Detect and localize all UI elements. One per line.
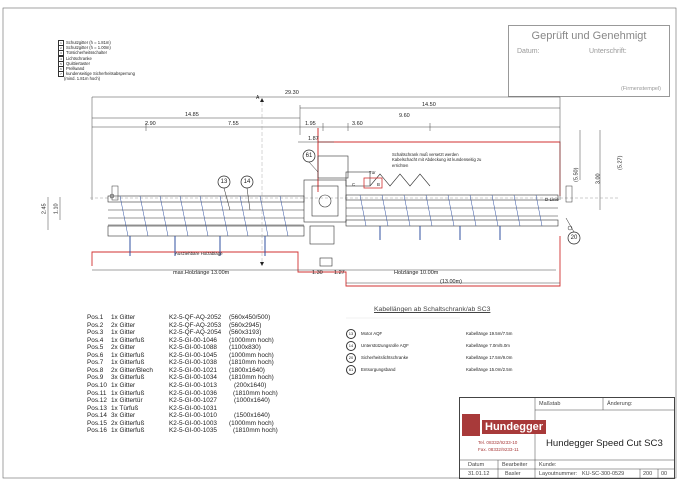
parts-pos: Pos.14 — [87, 412, 107, 420]
parts-code: K2-5-GI-00-1088 — [169, 344, 217, 352]
bearbeiter-value: Basler — [505, 471, 521, 477]
parts-dim: (560x3193) — [229, 329, 262, 337]
parts-dim: (1810mm hoch) — [229, 374, 274, 382]
legend-text: Schutzgitter (h = 1.00m) — [66, 45, 111, 51]
parts-code: K2-5-GI-00-1038 — [169, 359, 217, 367]
legend-text: Schutzgitter (h = 1.81m) — [66, 40, 111, 46]
section-marker-a: A — [256, 95, 260, 101]
cable-label: Unterstützungsrolle AQF — [361, 343, 409, 348]
parts-qty: 2x Gitter — [111, 344, 136, 352]
legend-text: Prellwand — [66, 66, 85, 72]
dim-h527: (5.27) — [617, 155, 624, 170]
approval-stamp-label: (Firmenstempel) — [620, 86, 661, 92]
parts-pos: Pos.6 — [87, 351, 104, 359]
parts-qty: 1x Gitter — [111, 381, 136, 389]
company-tel: Tel. 08332/9233-10 — [478, 440, 518, 445]
parts-code: K2-5-GI-00-1036 — [169, 389, 217, 397]
legend-symbol: 6 — [58, 66, 64, 72]
parts-qty: 1x Gitterfuß — [111, 389, 145, 397]
cable-len: Kabellänge 7.0m/5.0m — [466, 343, 510, 348]
parts-code: K2-5-GI-00-1027 — [169, 397, 217, 405]
legend-text: Quittiertaster — [66, 60, 90, 66]
parts-pos: Pos.4 — [87, 336, 104, 344]
parts-qty: 2x Gitter — [111, 321, 136, 329]
cable-len: Kabellänge 17.5m/9.0m — [466, 355, 513, 360]
parts-pos: Pos.12 — [87, 397, 107, 405]
kunde-header: Kunde: — [539, 462, 557, 468]
legend-symbol: 7 — [58, 71, 64, 77]
callout-13: 13 — [220, 179, 228, 185]
saw-unit — [304, 156, 348, 266]
dim-mid: 7.55 — [228, 121, 239, 127]
cable-num: 61 — [346, 365, 356, 375]
dim-360: 3.60 — [352, 121, 363, 127]
parts-qty: 3x Gitter — [111, 412, 136, 420]
parts-dim: (1500x1640) — [234, 412, 270, 420]
note-tuer: Tür — [369, 170, 376, 175]
dim-total: 29.30 — [285, 90, 299, 96]
parts-pos: Pos.3 — [87, 329, 104, 337]
cable-num: 20 — [346, 353, 356, 363]
parts-code: K2-5-GI-00-1010 — [169, 412, 217, 420]
note-c: C — [352, 182, 356, 187]
dim-max-len: max.Holzlänge 13.00m — [173, 270, 230, 276]
legend-text: Lichtschranke — [66, 55, 92, 61]
bearbeiter-header: Bearbeiter — [502, 462, 528, 468]
parts-qty: 1x Gitterfuß — [111, 359, 145, 367]
layout-number: KU-SC-300-0529 — [582, 471, 625, 477]
note-b: B — [377, 182, 380, 187]
parts-qty: 1x Gitterfuß — [111, 427, 145, 435]
parts-pos: Pos.9 — [87, 374, 104, 382]
approval-sign-label: Unterschrift: — [589, 48, 627, 55]
layout-label: Layoutnummer: — [539, 471, 578, 477]
cable-label: Sicherheitslichtschranke — [361, 355, 409, 360]
parts-code: K2-5-GI-00-1045 — [169, 351, 217, 359]
parts-dim: (560x450/500) — [229, 314, 271, 321]
parts-dim: (1810mm hoch) — [233, 427, 278, 435]
parts-pos: Pos.11 — [87, 389, 107, 397]
company-fax: Fax. 08332/9233-11 — [478, 447, 519, 452]
parts-dim: (1810mm hoch) — [229, 359, 274, 367]
legend-symbol: 5 — [58, 61, 64, 67]
cable-label: Motor AQF — [361, 331, 383, 336]
legend-symbol: 4 — [58, 56, 64, 62]
dim-290: 2.90 — [145, 121, 156, 127]
conveyor-infeed — [108, 196, 304, 236]
parts-code: K2-5-GI-00-1046 — [169, 336, 217, 344]
aenderung-label: Änderung: — [607, 401, 633, 407]
legend-symbol: 1 — [58, 40, 64, 46]
parts-code: K2-5-GI-00-1034 — [169, 374, 217, 382]
outfeed-rollers — [360, 195, 542, 226]
dimension-lines — [48, 97, 620, 283]
company-name: Hundegger — [482, 420, 546, 434]
parts-code: K2-5-GI-00-1021 — [169, 366, 217, 374]
parts-dim: (1000mm hoch) — [229, 351, 274, 359]
dim-max-len2: Holzlänge 10.00m — [394, 270, 439, 276]
dim-960: 9.60 — [399, 113, 410, 119]
logo-mark — [462, 414, 480, 436]
legend-symbol: 3 — [58, 50, 64, 56]
cable-num: 13 — [346, 329, 356, 339]
parts-dim: (1100x830) — [229, 344, 261, 352]
dim-187: 1.87 — [308, 136, 319, 142]
cable-len: Kabellänge 15.0m/2.5m — [466, 367, 513, 372]
parts-dim: (1800x1640) — [229, 366, 265, 374]
parts-pos: Pos.7 — [87, 359, 104, 367]
parts-dim: (1000mm hoch) — [229, 419, 274, 427]
parts-code: K2-5-QF-AQ-2053 — [169, 321, 222, 329]
parts-code: K2-5-GI-00-1003 — [169, 419, 217, 427]
parts-pos: Pos.8 — [87, 366, 104, 374]
parts-dim: (1810mm hoch) — [233, 389, 278, 397]
dim-127: 1.27 — [334, 270, 345, 276]
note-d-linie: D-Linie — [545, 197, 559, 202]
parts-pos: Pos.10 — [87, 381, 107, 389]
parts-qty: 1x Gitterfuß — [111, 351, 145, 359]
parts-qty: 2x Gitterfuß — [111, 419, 145, 427]
parts-dim: (1000x1640) — [234, 397, 270, 405]
legend-text: kundenseitige Sicherheitsabsperrung — [66, 71, 135, 77]
parts-dim: (200x1640) — [234, 381, 267, 389]
parts-pos: Pos.2 — [87, 321, 104, 329]
dim-130: 1.30 — [312, 270, 323, 276]
cable-len: Kabellänge 19.5m/7.5m — [466, 331, 513, 336]
dim-h110: 1.10 — [53, 203, 60, 215]
parts-code: K2-5-GI-00-1013 — [169, 381, 217, 389]
conveyor-outfeed — [346, 195, 558, 226]
dim-195: 1.95 — [305, 121, 316, 127]
note-cabinet: Schaltschrank muß versetzt werden Kabelschacht mit Abdeckung ist kundenseitig zu errichten — [392, 152, 482, 168]
dim-h550: (5.50) — [573, 167, 580, 182]
approval-title: Geprüft und Genehmigt — [531, 30, 647, 42]
callout-leaders — [224, 162, 574, 232]
callout-61: 61 — [305, 153, 313, 159]
parts-qty: 2x Gitter/Blech — [111, 366, 153, 374]
safety-boundary-bottom — [92, 236, 560, 286]
sheet-number-2: 00 — [661, 471, 668, 477]
dim-h300: 3.00 — [595, 173, 602, 185]
parts-code: K2-5-GI-00-1031 — [169, 404, 217, 412]
dim-left: 14.85 — [185, 112, 199, 118]
note-holzlager: Ausziehbare Holzablage — [175, 251, 223, 256]
cable-title: Kabellängen ab Schaltschrank/ab SC3 — [374, 306, 491, 313]
title-block — [459, 397, 675, 479]
parts-dim: (560x2945) — [229, 321, 262, 329]
parts-code: K2-5-QF-AQ-2054 — [169, 329, 222, 337]
legend-symbol: 2 — [58, 45, 64, 51]
callout-14: 14 — [243, 179, 251, 185]
parts-pos: Pos.1 — [87, 314, 104, 321]
callout-20: 20 — [570, 235, 578, 241]
parts-qty: 1x Türfuß — [111, 404, 139, 412]
drawing-title: Hundegger Speed Cut SC3 — [546, 438, 663, 449]
parts-pos: Pos.16 — [87, 427, 107, 435]
legend-text: Türsicherheitsschalter — [66, 50, 107, 56]
parts-qty: 1x Gitterfuß — [111, 336, 145, 344]
parts-code: K2-5-QF-AQ-2052 — [169, 314, 222, 321]
dim-right: 14.50 — [422, 102, 436, 108]
parts-qty: 1x Gitter — [111, 314, 136, 321]
datum-header: Datum — [468, 462, 485, 468]
parts-pos: Pos.13 — [87, 404, 107, 412]
cable-num: 14 — [346, 341, 356, 351]
parts-dim: (1000mm hoch) — [229, 336, 274, 344]
cable-label: Entsorgungsband — [361, 367, 396, 372]
parts-qty: 1x Gitter — [111, 329, 136, 337]
dim-h245: 2.45 — [41, 203, 48, 215]
company-logo — [462, 414, 544, 456]
parts-pos: Pos.5 — [87, 344, 104, 352]
parts-pos: Pos.15 — [87, 419, 107, 427]
datum-value: 31.01.12 — [468, 471, 490, 477]
legend-text: (mind. 1.81m hoch) — [64, 76, 101, 82]
parts-code: K2-5-GI-00-1035 — [169, 427, 217, 435]
sheet-number: 200 — [643, 471, 653, 477]
parts-qty: 1x Gittertür — [111, 397, 143, 405]
massstab-label: Maßstab — [539, 401, 561, 407]
parts-qty: 3x Gitterfuß — [111, 374, 145, 382]
dim-1300: (13.00m) — [440, 279, 463, 285]
disposal-band — [346, 172, 430, 186]
approval-date-label: Datum: — [517, 48, 540, 55]
